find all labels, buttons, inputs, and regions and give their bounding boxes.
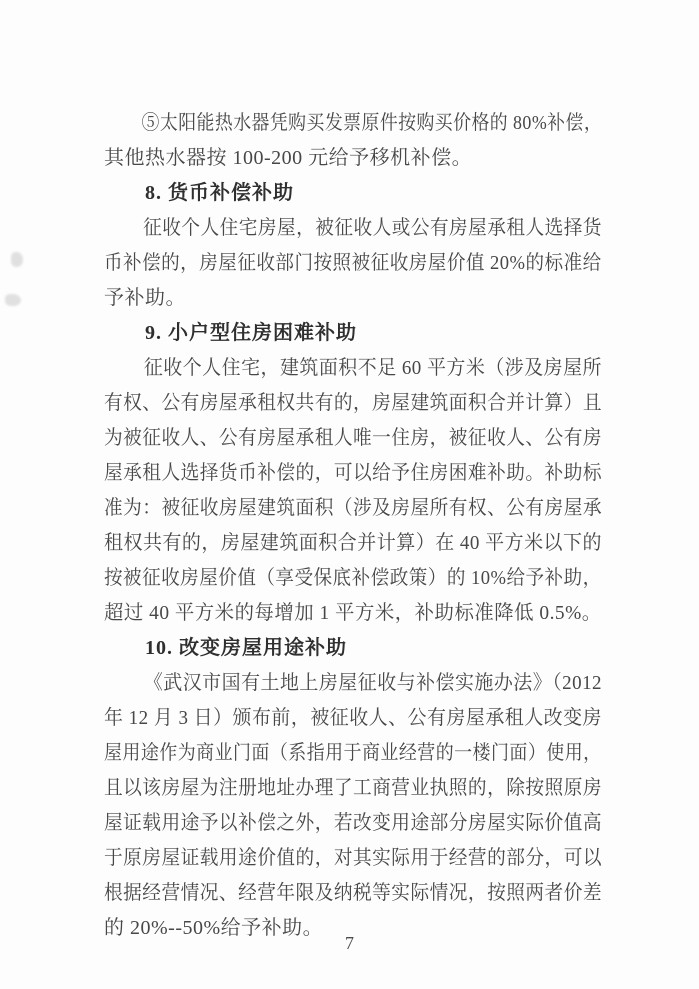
text-line: 按被征收房屋价值（享受保底补偿政策）的 10%给予补助， (104, 567, 602, 589)
text-line: 有权、公有房屋承租权共有的，房屋建筑面积合并计算）且 (104, 392, 602, 414)
text-line: 《武汉市国有土地上房屋征收与补偿实施办法》（2012 (143, 672, 602, 694)
text-line: 征收个人住宅房屋，被征收人或公有房屋承租人选择货 (143, 217, 602, 239)
page-number: 7 (345, 933, 354, 953)
text-line: 为被征收人、公有房屋承租人唯一住房，被征收人、公有房 (104, 427, 602, 449)
text-line: 屋承租人选择货币补偿的，可以给予住房困难补助。补助标 (104, 462, 602, 484)
text-line: 其他热水器按 100-200 元给予移机补偿。 (104, 147, 473, 169)
section-heading: 8. 货币补偿补助 (145, 182, 294, 204)
scan-smudge-artifact (5, 294, 21, 306)
text-line: 超过 40 平方米的每增加 1 平方米，补助标准降低 0.5%。 (104, 602, 602, 624)
section-heading: 9. 小户型住房困难补助 (145, 322, 357, 344)
text-line: 征收个人住宅，建筑面积不足 60 平方米（涉及房屋所 (143, 357, 602, 379)
text-line: 且以该房屋为注册地址办理了工商营业执照的，除按照原房 (104, 777, 602, 799)
scan-smudge-artifact (11, 252, 23, 267)
text-line: 予补助。 (104, 287, 186, 309)
text-line: 根据经营情况、经营年限及纳税等实际情况，按照两者价差 (104, 882, 602, 904)
text-line: ⑤太阳能热水器凭购买发票原件按购买价格的 80%补偿， (141, 112, 603, 134)
text-line: 租权共有的，房屋建筑面积合并计算）在 40 平方米以下的 (104, 532, 602, 554)
document-content (104, 106, 602, 946)
text-line: 屋证载用途予以补偿之外，若改变用途部分房屋实际价值高 (104, 812, 602, 834)
text-line: 年 12 月 3 日）颁布前，被征收人、公有房屋承租人改变房 (104, 707, 602, 729)
text-line: 准为：被征收房屋建筑面积（涉及房屋所有权、公有房屋承 (104, 497, 602, 519)
text-line: 的 20%--50%给予补助。 (104, 917, 324, 939)
section-heading: 10. 改变房屋用途补助 (145, 637, 347, 659)
text-line: 于原房屋证载用途价值的，对其实际用于经营的部分，可以 (104, 847, 602, 869)
text-line: 币补偿的，房屋征收部门按照被征收房屋价值 20%的标准给 (104, 252, 602, 274)
text-line: 屋用途作为商业门面（系指用于商业经营的一楼门面）使用， (104, 742, 602, 764)
